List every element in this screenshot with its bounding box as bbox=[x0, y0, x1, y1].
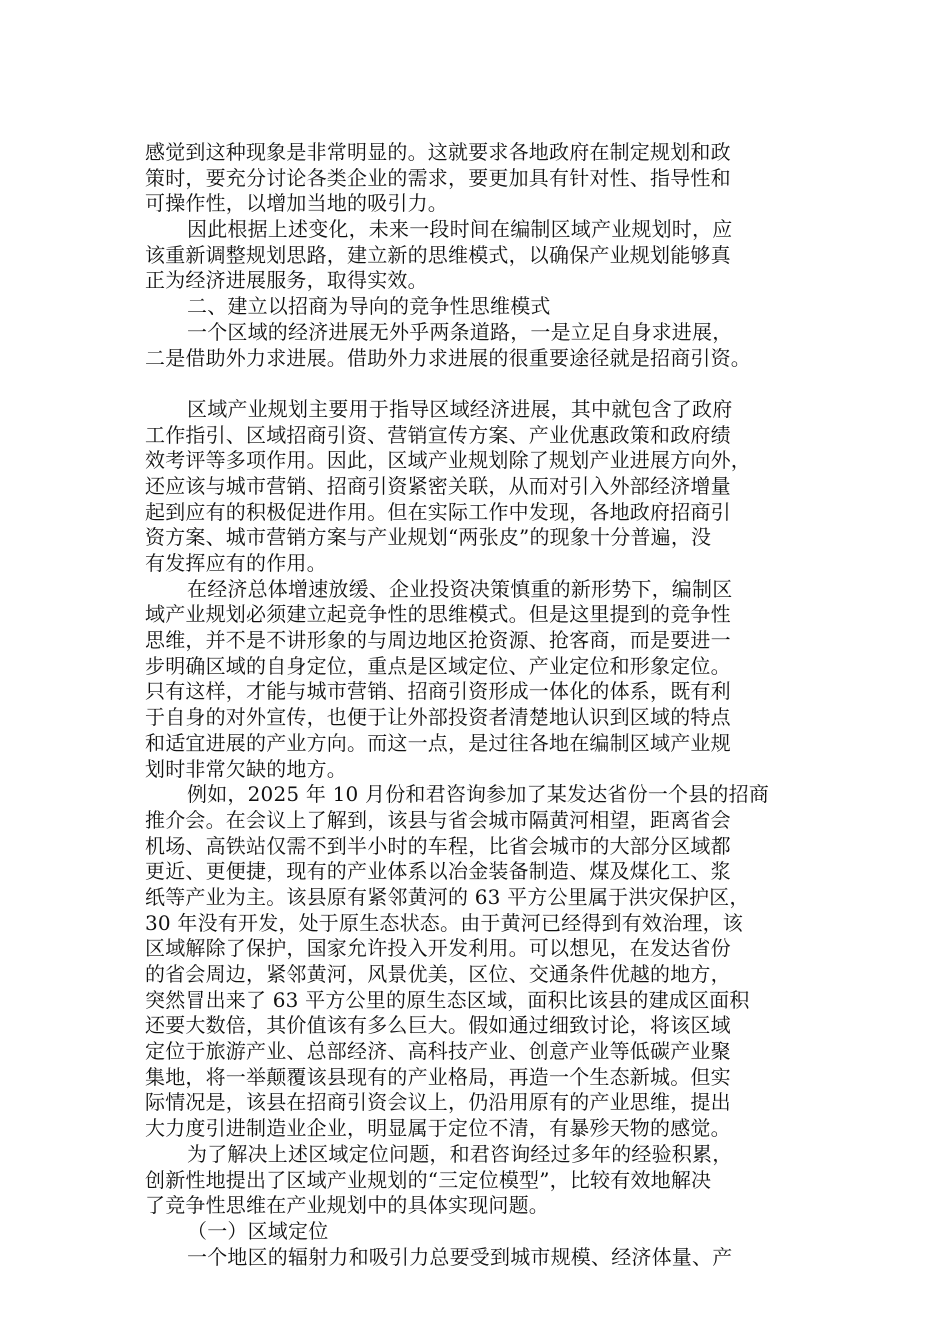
text-line: 大力度引进制造业企业，明显属于定位不清，有暴殄天物的感觉。 bbox=[145, 1116, 731, 1141]
text-line: 还要大数倍，其价值该有多么巨大。假如通过细致讨论，将该区域 bbox=[145, 1013, 731, 1038]
text-line: 区域解除了保护，国家允许投入开发利用。可以想见，在发达省份 bbox=[145, 936, 731, 961]
text-line: 突然冒出来了 63 平方公里的原生态区域，面积比该县的建成区面积 bbox=[145, 987, 750, 1012]
text-line: 策时，要充分讨论各类企业的需求，要更加具有针对性、指导性和 bbox=[145, 165, 731, 190]
text-line: 际情况是，该县在招商引资会议上，仍沿用原有的产业思维，提出 bbox=[145, 1090, 731, 1115]
text-line: 更近、更便捷，现有的产业体系以冶金装备制造、煤及煤化工、浆 bbox=[145, 859, 731, 884]
paragraph-start-line: 在经济总体增速放缓、企业投资决策慎重的新形势下，编制区 bbox=[187, 576, 733, 601]
text-line: 域产业规划必须建立起竞争性的思维模式。但是这里提到的竞争性 bbox=[145, 602, 731, 627]
text-line: 思维，并不是不讲形象的与周边地区抢资源、抢客商，而是要进一 bbox=[145, 628, 731, 653]
text-line: 感觉到这种现象是非常明显的。这就要求各地政府在制定规划和政 bbox=[145, 140, 731, 164]
text-line: 定位于旅游产业、总部经济、高科技产业、创意产业等低碳产业聚 bbox=[145, 1039, 731, 1064]
paragraph-start-line: 一个区域的经济进展无外乎两条道路，一是立足自身求进展， bbox=[187, 319, 733, 344]
paragraph-start-line: 因此根据上述变化，未来一段时间在编制区域产业规划时，应 bbox=[187, 217, 733, 242]
paragraph-start-line: 区域产业规划主要用于指导区域经济进展，其中就包含了政府 bbox=[187, 396, 733, 421]
paragraph-start-line: 为了解决上述区域定位问题，和君咨询经过多年的经验积累， bbox=[187, 1141, 733, 1166]
text-line: 起到应有的积极促进作用。但在实际工作中发现，各地政府招商引 bbox=[145, 499, 731, 524]
text-line: 效考评等多项作用。因此，区域产业规划除了规划产业进展方向外， bbox=[145, 448, 751, 473]
text-line: 集地，将一举颠覆该县现有的产业格局，再造一个生态新城。但实 bbox=[145, 1064, 731, 1089]
text-line: 创新性地提出了区域产业规划的“三定位模型”，比较有效地解决 bbox=[145, 1167, 712, 1192]
text-line: 的省会周边，紧邻黄河，风景优美，区位、交通条件优越的地方， bbox=[145, 962, 731, 986]
paragraph-start-line: 例如，2025 年 10 月份和君咨询参加了某发达省份一个县的招商 bbox=[187, 782, 770, 807]
text-line: 只有这样，才能与城市营销、招商引资形成一体化的体系，既有利 bbox=[145, 679, 731, 704]
section-heading: 二、建立以招商为导向的竞争性思维模式 bbox=[187, 294, 551, 319]
text-line: 30 年没有开发，处于原生态状态。由于黄河已经得到有效治理，该 bbox=[145, 910, 744, 935]
text-line: 有发挥应有的作用。 bbox=[145, 551, 327, 575]
text-line: 正为经济进展服务，取得实效。 bbox=[145, 268, 428, 293]
text-line: 划时非常欠缺的地方。 bbox=[145, 756, 347, 781]
text-line: 推介会。在会议上了解到，该县与省会城市隔黄河相望，距离省会 bbox=[145, 807, 731, 832]
text-line: 二是借助外力求进展。借助外力求进展的很重要途径就是招商引资。 bbox=[145, 345, 751, 370]
text-line: 资方案、城市营销方案与产业规划“两张皮”的现象十分普遍，没 bbox=[145, 525, 712, 550]
text-line: 还应该与城市营销、招商引资紧密关联，从而对引入外部经济增量 bbox=[145, 473, 731, 498]
text-line: 纸等产业为主。该县原有紧邻黄河的 63 平方公里属于洪灾保护区， bbox=[145, 884, 750, 909]
document-body bbox=[145, 140, 805, 1270]
text-line: 工作指引、区域招商引资、营销宣传方案、产业优惠政策和政府绩 bbox=[145, 422, 731, 447]
text-line: 机场、高铁站仅需不到半小时的车程，比省会城市的大部分区域都 bbox=[145, 833, 731, 858]
text-line: 可操作性，以增加当地的吸引力。 bbox=[145, 191, 448, 216]
text-line: 于自身的对外宣传，也便于让外部投资者清楚地认识到区域的特点 bbox=[145, 705, 731, 730]
text-line: 该重新调整规划思路，建立新的思维模式，以确保产业规划能够真 bbox=[145, 242, 731, 267]
text-line: 和适宜进展的产业方向。而这一点，是过往各地在编制区域产业规 bbox=[145, 730, 731, 755]
text-line: 步明确区域的自身定位，重点是区域定位、产业定位和形象定位。 bbox=[145, 653, 731, 678]
paragraph-start-line: 一个地区的辐射力和吸引力总要受到城市规模、经济体量、产 bbox=[187, 1244, 733, 1269]
text-line: 了竞争性思维在产业规划中的具体实现问题。 bbox=[145, 1193, 549, 1218]
blank-line bbox=[145, 371, 805, 397]
subsection-heading: （一）区域定位 bbox=[187, 1218, 329, 1243]
